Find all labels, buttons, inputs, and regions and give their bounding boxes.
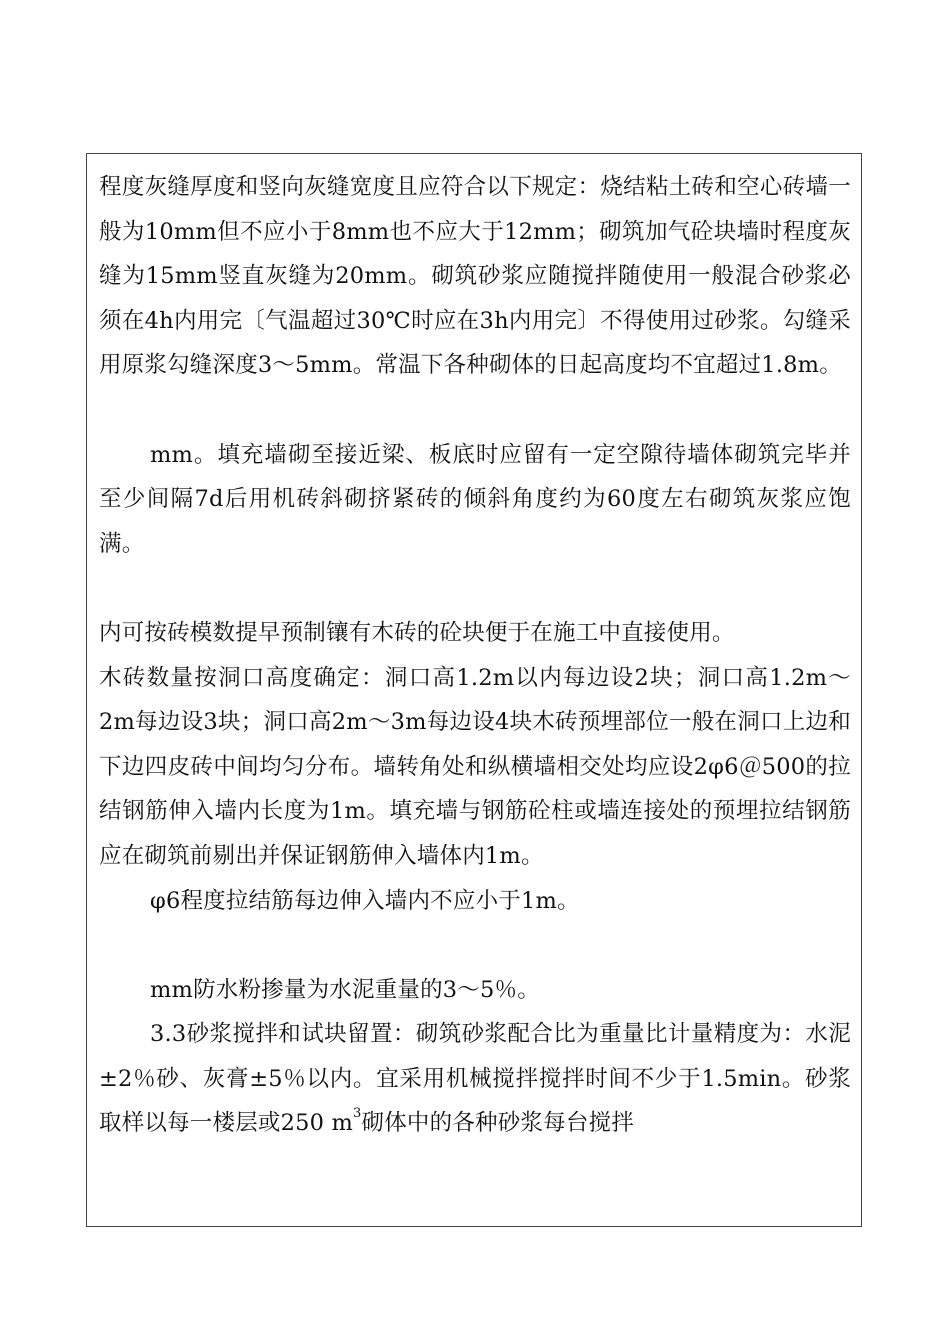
paragraph-precast-block: 内可按砖模数提早预制镶有木砖的砼块便于在施工中直接使用。 [99, 619, 735, 646]
mortar-mixing-text: 3.3砂浆搅拌和试块留置：砌筑砂浆配合比为重量比计量精度为：水泥±2％砂、灰膏±5％以内。宜采用机械搅拌搅拌时间不少于1.5min。砂浆取样以每一楼层或250 m [99, 1021, 851, 1137]
paragraph-waterproof: mm防水粉掺量为水泥重量的3～5％。 [150, 976, 540, 1003]
blank-line [99, 566, 851, 611]
document-body [99, 165, 851, 1146]
paragraph-wood-bricks: 木砖数量按洞口高度确定：洞口高1.2m以内每边设2块；洞口高1.2m～2m每边设3块；洞口高2m～3m每边设4块木砖预埋部位一般在洞口上边和下边四皮砖中间均匀分布。墙转角处和纵横墙相交处均应设2φ6＠500的拉结钢筋伸入墙内长度为1m。填充墙与钢筋砼柱或墙连接处的预埋拉结钢筋应在砌筑前剔出并保证钢筋伸入墙体内1m。 [99, 664, 851, 869]
paragraph-mortar-joints: 程度灰缝厚度和竖向灰缝宽度且应符合以下规定：烧结粘土砖和空心砖墙一般为10mm但不应小于8mm也不应大于12mm；砌筑加气砼块墙时程度灰缝为15mm竖直灰缝为20mm。砌筑砂浆应随搅拌随使用一般混合砂浆必须在4h内用完〔气温超过30℃时应在3h内用完〕不得使用过砂浆。勾缝采用原浆勾缝深度3～5mm。常温下各种砌体的日起高度均不宜超过1.8m。 [99, 174, 851, 379]
paragraph-mortar-mixing [99, 1012, 851, 1146]
paragraph-tie-bars: φ6程度拉结筋每边伸入墙内不应小于1m。 [150, 887, 580, 914]
blank-line [99, 923, 851, 968]
paragraph-infill-wall: mm。填充墙砌至接近梁、板底时应留有一定空隙待墙体砌筑完毕并至少间隔7d后用机砖斜砌挤紧砖的倾斜角度约为60度左右砌筑灰浆应饱满。 [99, 441, 851, 557]
cubic-superscript: 3 [353, 1106, 362, 1122]
mortar-mixing-text-end: 砌体中的各种砂浆每台搅拌 [361, 1110, 634, 1137]
blank-line [99, 388, 851, 433]
